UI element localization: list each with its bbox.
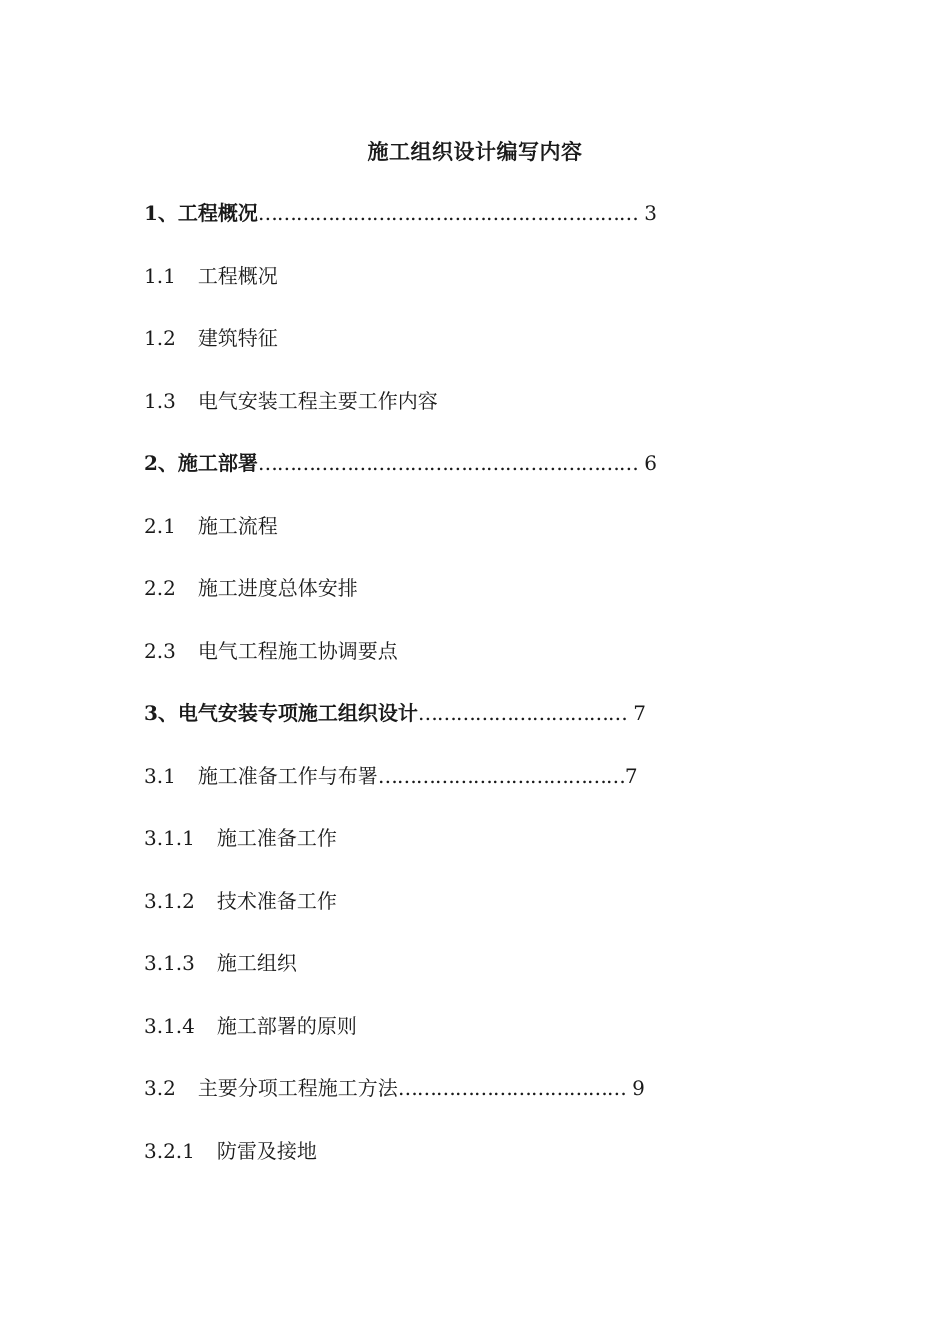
toc-entry-number: 1.3 xyxy=(144,388,176,413)
toc-entry-page: 7 xyxy=(624,763,638,788)
toc-entry-page: 3 xyxy=(637,201,658,225)
toc-entry xyxy=(144,385,657,448)
toc-entry-leader: …………………………… xyxy=(417,701,627,725)
toc-entry xyxy=(144,947,657,1010)
toc-entry-number: 3.2 xyxy=(144,1076,176,1100)
toc-entry-title: 技术准备工作 xyxy=(216,888,337,913)
toc-entry-title: 施工流程 xyxy=(197,513,278,538)
toc-entry xyxy=(144,697,657,760)
toc-entry xyxy=(144,572,657,635)
toc-entry-number: 1.2 xyxy=(144,326,176,350)
toc-entry-title: 施工部署的原则 xyxy=(216,1013,357,1038)
toc-entry-title: 工程概况 xyxy=(197,263,278,288)
toc-entry-number: 1.1 xyxy=(144,263,176,288)
toc-entry-title: 电气安装专项施工组织设计 xyxy=(177,701,418,725)
toc-entry-number: 2.2 xyxy=(144,576,176,600)
toc-entry xyxy=(144,260,657,323)
toc-entry-leader: …………………………………………………… xyxy=(257,451,638,475)
toc-entry-title: 建筑特征 xyxy=(197,326,278,350)
toc-entry-leader: …………………………………………………… xyxy=(257,201,638,225)
toc-entry-title: 防雷及接地 xyxy=(216,1138,317,1163)
toc-entry-title: 工程概况 xyxy=(177,201,258,225)
toc-entry-number: 3.1.3 xyxy=(144,951,195,975)
toc-entry-title: 施工进度总体安排 xyxy=(197,576,358,600)
toc-entry-number: 3.2.1 xyxy=(144,1138,195,1163)
toc-entry-number: 3.1 xyxy=(144,763,176,788)
toc-entry-page: 9 xyxy=(625,1076,645,1100)
toc-entry-title: 施工准备工作 xyxy=(216,826,337,850)
toc-entry xyxy=(144,447,657,510)
toc-entry xyxy=(144,510,657,573)
toc-entry xyxy=(144,322,657,385)
toc-entry xyxy=(144,1010,657,1073)
toc-entry-number: 3、 xyxy=(144,701,178,725)
toc-entry-title: 电气安装工程主要工作内容 xyxy=(197,388,438,413)
toc-entry xyxy=(144,635,657,698)
toc-entry-number: 2、 xyxy=(144,451,178,475)
toc-entry-title: 施工准备工作与布署 xyxy=(197,763,378,788)
toc-entry-title: 主要分项工程施工方法 xyxy=(197,1076,398,1100)
toc-entry-number: 3.1.2 xyxy=(144,888,195,913)
toc-entry-page: 7 xyxy=(626,701,647,725)
toc-entry xyxy=(144,822,657,885)
toc-entry xyxy=(144,885,657,948)
toc-entry-title: 施工组织 xyxy=(216,951,297,975)
document-title: 施工组织设计编写内容 xyxy=(367,139,583,164)
table-of-contents xyxy=(144,197,657,1197)
toc-entry-title: 电气工程施工协调要点 xyxy=(197,638,398,663)
toc-entry xyxy=(144,760,657,823)
toc-entry-title: 施工部署 xyxy=(177,451,258,475)
toc-entry xyxy=(144,1072,657,1135)
toc-entry-number: 2.1 xyxy=(144,513,176,538)
toc-entry-number: 3.1.1 xyxy=(144,826,195,850)
toc-entry-number: 2.3 xyxy=(144,638,176,663)
toc-entry xyxy=(144,1135,657,1198)
toc-entry xyxy=(144,197,657,260)
toc-entry-number: 1、 xyxy=(144,201,178,225)
toc-entry-page: 6 xyxy=(637,451,658,475)
toc-entry-leader: ………………………………… xyxy=(377,763,625,788)
toc-entry-number: 3.1.4 xyxy=(144,1013,195,1038)
toc-entry-leader: ……………………………… xyxy=(397,1076,626,1100)
